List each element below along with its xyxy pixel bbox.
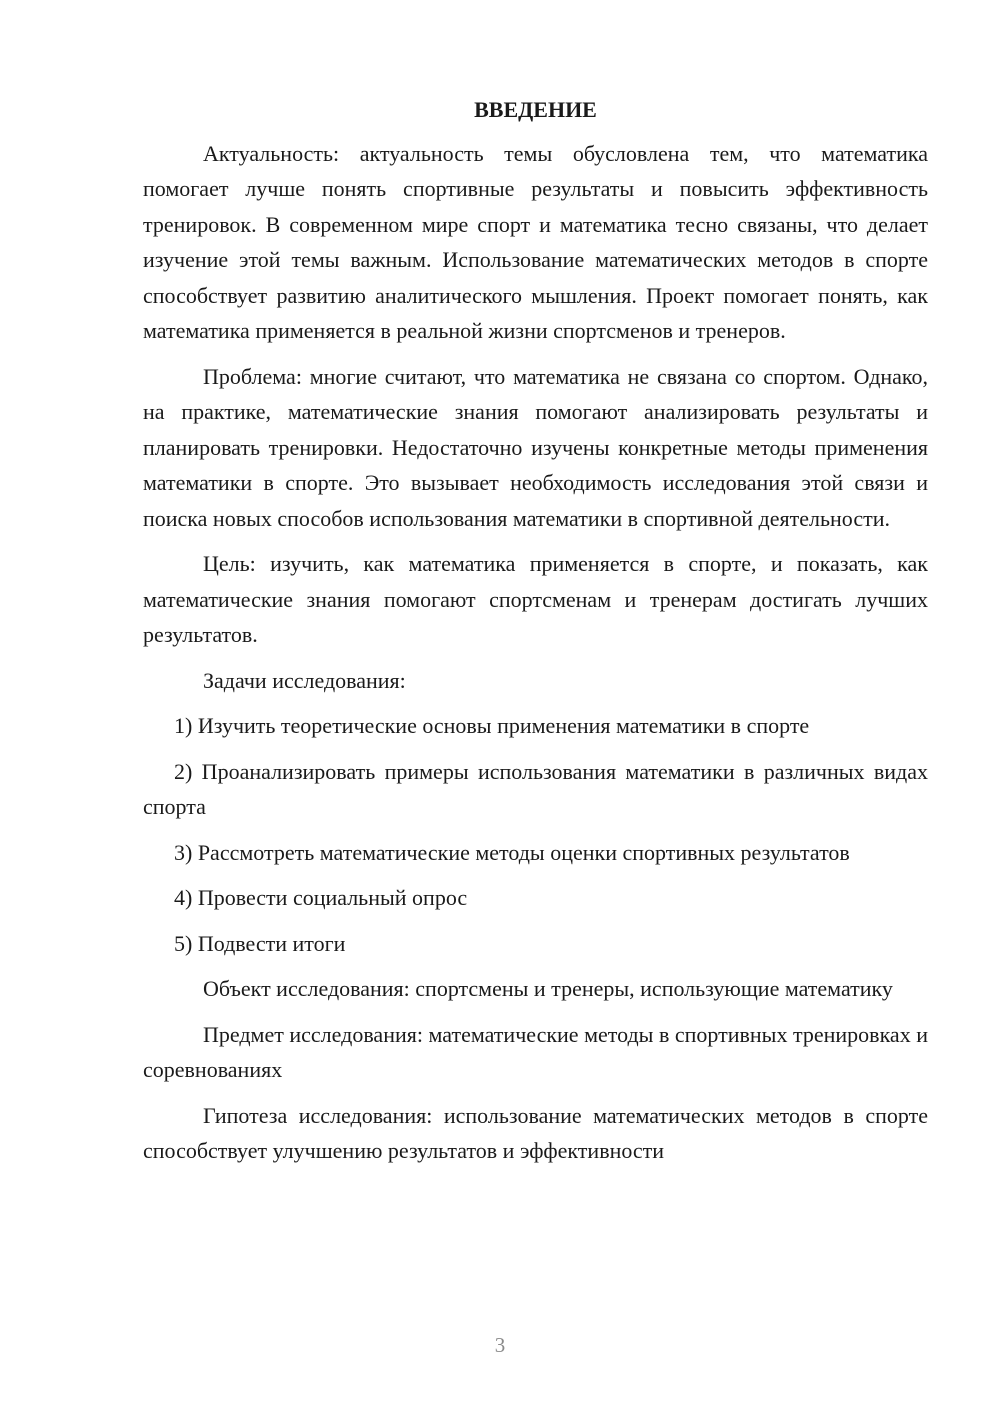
problem-paragraph: Проблема: многие считают, что математика не связана со спортом. Однако, на практике, математические знания помогают анализировать результаты и планировать тренировки. Недостаточно изучены конкретные методы применения математики в спорте. Это вызывает необходимость исследования этой связи и поиска новых способов использования математики в спортивной деятельности. — [143, 363, 928, 531]
task-item-3: 3) Рассмотреть математические методы оценки спортивных результатов — [174, 839, 850, 865]
document-page — [143, 92, 928, 1179]
task-item-5: 5) Подвести итоги — [174, 930, 346, 956]
task-item-1: 1) Изучить теоретические основы применения математики в спорте — [174, 713, 810, 738]
subject-paragraph: Предмет исследования: математические методы в спортивных тренировках и соревнованиях — [143, 1021, 928, 1082]
task-item-4: 4) Провести социальный опрос — [174, 885, 468, 910]
object-paragraph: Объект исследования: спортсмены и тренеры, использующие математику — [203, 976, 893, 1001]
hypothesis-paragraph: Гипотеза исследования: использование математических методов в спорте способствует улучшению результатов и эффективности — [143, 1102, 928, 1163]
tasks-heading: Задачи исследования: — [203, 667, 406, 693]
page-number: 3 — [494, 1333, 506, 1357]
goal-paragraph: Цель: изучить, как математика применяется в спорте, и показать, как математические знания помогают спортсменам и тренерам достигать лучших результатов. — [143, 551, 928, 647]
section-title: ВВЕДЕНИЕ — [474, 97, 597, 122]
task-item-2: 2) Проанализировать примеры использования математики в различных видах спорта — [143, 758, 928, 819]
relevance-paragraph: Актуальность: актуальность темы обусловлена тем, что математика помогает лучше понять спортивные результаты и повысить эффективность тренировок. В современном мире спорт и математика тесно связаны, что делает изучение этой темы важным. Использование математических методов в спорте способствует развитию аналитического мышления. Проект помогает понять, как математика применяется в реальной жизни спортсменов и тренеров. — [143, 140, 928, 343]
